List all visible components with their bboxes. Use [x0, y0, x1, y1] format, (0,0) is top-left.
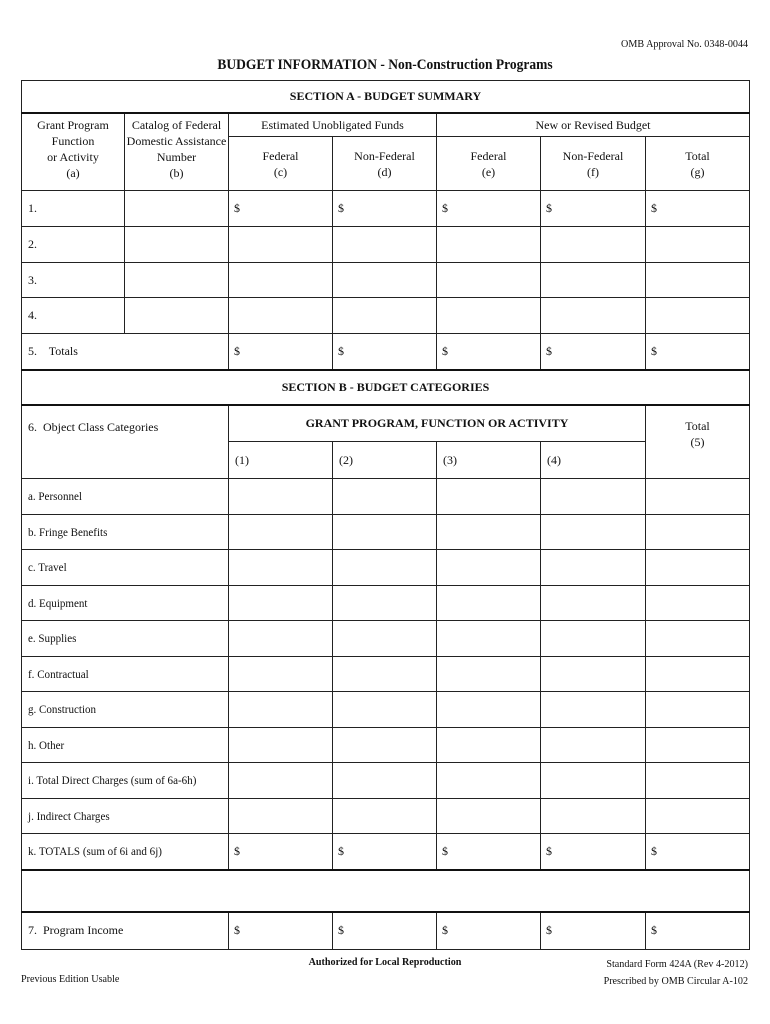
cfda-field[interactable] — [125, 263, 229, 298]
omb-approval-number: OMB Approval No. 0348-0044 — [620, 38, 748, 50]
category-label: f. Contractual — [22, 657, 229, 692]
amount-field[interactable]: $ — [437, 191, 541, 227]
amount-field[interactable] — [229, 263, 333, 298]
col-d-header: Non-Federal (d) — [333, 137, 437, 191]
amount-field[interactable] — [646, 550, 750, 586]
budget-form-table — [21, 80, 750, 950]
table-row — [22, 298, 750, 334]
amount-field[interactable] — [646, 692, 750, 728]
amount-field[interactable] — [646, 263, 750, 298]
amount-field[interactable] — [541, 586, 646, 621]
amount-field[interactable] — [541, 298, 646, 334]
amount-field[interactable] — [541, 227, 646, 263]
amount-field[interactable]: $ — [333, 912, 437, 950]
category-label: e. Supplies — [22, 621, 229, 657]
previous-edition-note: Previous Edition Usable — [21, 973, 120, 985]
amount-field[interactable] — [229, 298, 333, 334]
category-label: c. Travel — [22, 550, 229, 586]
amount-field[interactable] — [646, 799, 750, 834]
blank-separator-row — [22, 870, 750, 912]
col-1-header: (1) — [229, 442, 333, 479]
grant-program-header: GRANT PROGRAM, FUNCTION OR ACTIVITY — [229, 405, 646, 442]
object-class-header: 6. Object Class Categories — [22, 405, 229, 479]
amount-field[interactable] — [333, 692, 437, 728]
amount-field[interactable] — [646, 298, 750, 334]
cfda-field[interactable] — [125, 227, 229, 263]
amount-field[interactable] — [333, 550, 437, 586]
col-4-header: (4) — [541, 442, 646, 479]
amount-field[interactable] — [229, 799, 333, 834]
table-row — [22, 692, 750, 728]
totals-row — [22, 834, 750, 870]
col-c-header: Federal (c) — [229, 137, 333, 191]
category-label: j. Indirect Charges — [22, 799, 229, 834]
amount-field[interactable] — [333, 586, 437, 621]
amount-field[interactable] — [229, 692, 333, 728]
category-label: h. Other — [22, 728, 229, 763]
standard-form-number: Standard Form 424A (Rev 4-2012) — [606, 958, 748, 970]
amount-field[interactable] — [437, 479, 541, 515]
amount-field[interactable]: $ — [646, 334, 750, 370]
amount-field[interactable] — [333, 799, 437, 834]
amount-field[interactable] — [646, 657, 750, 692]
row-label: 2. — [22, 227, 125, 263]
table-row — [22, 263, 750, 298]
program-income-label: 7. Program Income — [22, 912, 229, 950]
table-row — [22, 550, 750, 586]
amount-field[interactable] — [437, 621, 541, 657]
cfda-field[interactable] — [125, 191, 229, 227]
amount-field[interactable]: $ — [229, 912, 333, 950]
amount-field[interactable] — [646, 763, 750, 799]
amount-field[interactable] — [333, 728, 437, 763]
new-revised-budget-header: New or Revised Budget — [437, 113, 750, 137]
table-row — [22, 479, 750, 515]
amount-field[interactable] — [437, 586, 541, 621]
totals-label: k. TOTALS (sum of 6i and 6j) — [22, 834, 229, 870]
amount-field[interactable] — [541, 657, 646, 692]
amount-field[interactable]: $ — [437, 334, 541, 370]
amount-field[interactable]: $ — [333, 334, 437, 370]
amount-field[interactable] — [229, 763, 333, 799]
section-a-title: SECTION A - BUDGET SUMMARY — [22, 81, 750, 113]
col-3-header: (3) — [437, 442, 541, 479]
form-title: BUDGET INFORMATION - Non-Construction Programs — [217, 57, 553, 73]
amount-field[interactable] — [229, 586, 333, 621]
col-b-header: Catalog of Federal Domestic Assistance Number (b) — [125, 113, 229, 191]
program-income-row — [22, 912, 750, 950]
standard-form-note — [604, 956, 748, 990]
amount-field[interactable] — [437, 298, 541, 334]
amount-field[interactable] — [333, 298, 437, 334]
table-row — [22, 515, 750, 550]
row-label: 1. — [22, 191, 125, 227]
amount-field[interactable] — [646, 479, 750, 515]
amount-field[interactable] — [646, 586, 750, 621]
table-row — [22, 586, 750, 621]
category-label: d. Equipment — [22, 586, 229, 621]
table-row — [22, 799, 750, 834]
amount-field[interactable] — [437, 550, 541, 586]
amount-field[interactable]: $ — [646, 834, 750, 870]
amount-field[interactable] — [333, 479, 437, 515]
amount-field[interactable] — [646, 728, 750, 763]
amount-field[interactable] — [646, 227, 750, 263]
amount-field[interactable] — [437, 763, 541, 799]
amount-field[interactable] — [437, 657, 541, 692]
amount-field[interactable] — [229, 550, 333, 586]
amount-field[interactable] — [646, 621, 750, 657]
amount-field[interactable] — [541, 692, 646, 728]
table-row — [22, 657, 750, 692]
amount-field[interactable] — [229, 227, 333, 263]
estimated-unobligated-funds-header: Estimated Unobligated Funds — [229, 113, 437, 137]
totals-row — [22, 334, 750, 370]
amount-field[interactable] — [333, 657, 437, 692]
authorized-reproduction-note: Authorized for Local Reproduction — [308, 956, 462, 968]
amount-field[interactable] — [229, 621, 333, 657]
amount-field[interactable] — [229, 515, 333, 550]
table-row — [22, 227, 750, 263]
prescribed-by-note: Prescribed by OMB Circular A-102 — [603, 975, 748, 987]
table-row — [22, 191, 750, 227]
row-label: 3. — [22, 263, 125, 298]
amount-field[interactable]: $ — [437, 912, 541, 950]
col-g-header: Total (g) — [646, 137, 750, 191]
amount-field[interactable] — [437, 692, 541, 728]
amount-field[interactable] — [437, 799, 541, 834]
col-e-header: Federal (e) — [437, 137, 541, 191]
amount-field[interactable] — [333, 763, 437, 799]
amount-field[interactable]: $ — [437, 834, 541, 870]
amount-field[interactable]: $ — [646, 912, 750, 950]
amount-field[interactable] — [333, 227, 437, 263]
amount-field[interactable]: $ — [541, 334, 646, 370]
category-label: b. Fringe Benefits — [22, 515, 229, 550]
amount-field[interactable] — [541, 799, 646, 834]
amount-field[interactable] — [541, 263, 646, 298]
col-2-header: (2) — [333, 442, 437, 479]
amount-field[interactable]: $ — [229, 191, 333, 227]
amount-field[interactable] — [333, 263, 437, 298]
row-label: 4. — [22, 298, 125, 334]
total-5-header: Total (5) — [646, 405, 750, 479]
amount-field[interactable]: $ — [229, 834, 333, 870]
amount-field[interactable] — [541, 728, 646, 763]
amount-field[interactable]: $ — [333, 191, 437, 227]
amount-field[interactable]: $ — [333, 834, 437, 870]
col-a-header: Grant Program Function or Activity (a) — [22, 113, 125, 191]
amount-field[interactable]: $ — [229, 334, 333, 370]
amount-field[interactable] — [333, 621, 437, 657]
totals-label: 5. Totals — [22, 334, 229, 370]
col-f-header: Non-Federal (f) — [541, 137, 646, 191]
table-row — [22, 763, 750, 799]
amount-field[interactable] — [437, 227, 541, 263]
section-b-title: SECTION B - BUDGET CATEGORIES — [22, 370, 750, 405]
category-label: g. Construction — [22, 692, 229, 728]
table-row — [22, 621, 750, 657]
amount-field[interactable]: $ — [541, 191, 646, 227]
amount-field[interactable] — [437, 728, 541, 763]
amount-field[interactable] — [437, 515, 541, 550]
amount-field[interactable] — [541, 550, 646, 586]
amount-field[interactable]: $ — [646, 191, 750, 227]
category-label: i. Total Direct Charges (sum of 6a-6h) — [22, 763, 229, 799]
amount-field[interactable] — [229, 479, 333, 515]
amount-field[interactable]: $ — [541, 912, 646, 950]
amount-field[interactable] — [229, 728, 333, 763]
amount-field[interactable] — [541, 515, 646, 550]
amount-field[interactable] — [229, 657, 333, 692]
amount-field[interactable] — [437, 263, 541, 298]
amount-field[interactable] — [541, 621, 646, 657]
table-row — [22, 728, 750, 763]
amount-field[interactable] — [541, 479, 646, 515]
amount-field[interactable]: $ — [541, 834, 646, 870]
amount-field[interactable] — [646, 515, 750, 550]
cfda-field[interactable] — [125, 298, 229, 334]
category-label: a. Personnel — [22, 479, 229, 515]
amount-field[interactable] — [333, 515, 437, 550]
amount-field[interactable] — [541, 763, 646, 799]
